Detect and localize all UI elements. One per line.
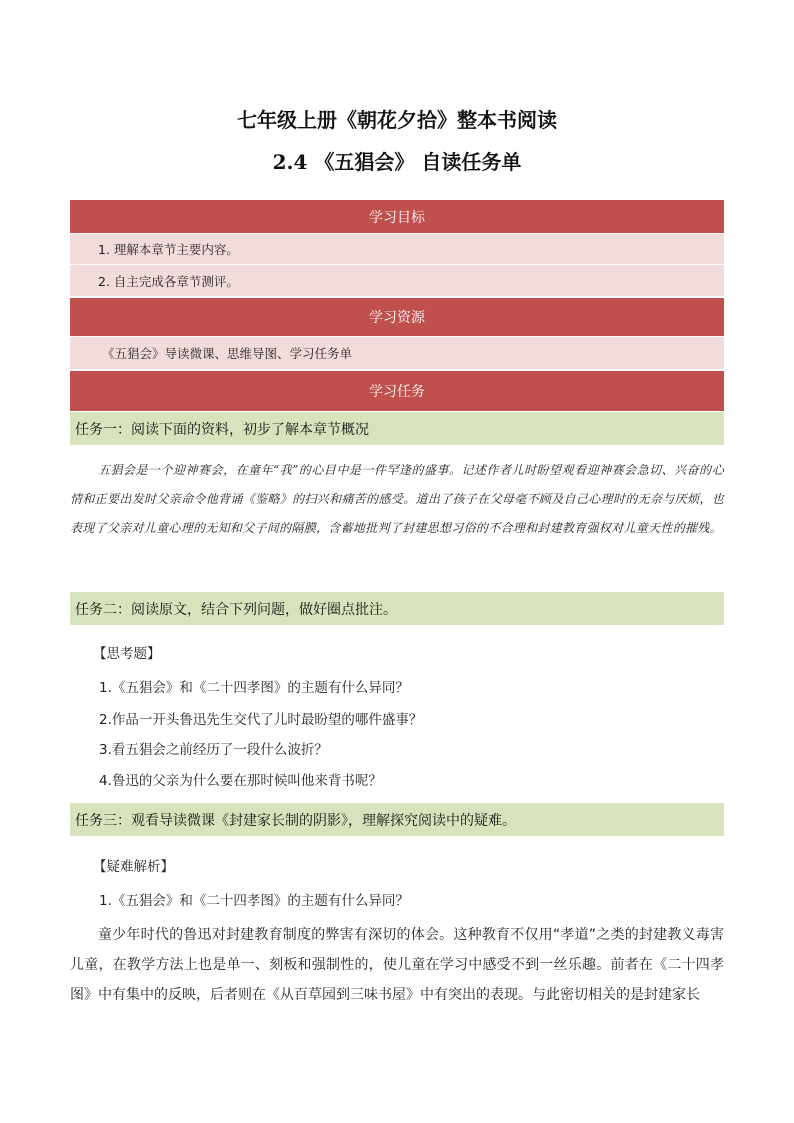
difficulty-question-1: 1.《五猖会》和《二十四孝图》的主题有什么异同？ [99,893,409,909]
task-2-label: 任务二：阅读原文，结合下列问题，做好圈点批注。 [70,592,724,625]
task-1-paragraph: 五猖会是一个迎神赛会，在童年“我”的心目中是一件罕逢的盛事。记述作者儿时盼望观看迎神赛会急切、兴奋的心情和正要出发时父亲命令他背诵《鉴略》的扫兴和痛苦的感受。道出了孩子在父母毫不顾及自己心理时的无奈与厌烦，也表现了父亲对儿童心理的无知和父子间的隔膜，含蓄地批判了封建思想习俗的不合理和封建教育强权对儿童天性的摧残。 [70,463,724,535]
think-question-1: 1.《五猖会》和《二十四孝图》的主题有什么异同？ [99,680,409,696]
document-subtitle: 2.4 《五猖会》 自读任务单 [272,150,522,174]
resources-text: 《五猖会》导读微课、思维导图、学习任务单 [70,337,724,369]
document-title: 七年级上册《朝花夕拾》整本书阅读 [237,108,557,132]
think-question-4: 4.鲁迅的父亲为什么要在那时候叫他来背书呢？ [99,773,382,789]
difficulty-answer-paragraph: 童少年时代的鲁迅对封建教育制度的弊害有深切的体会。这种教育不仅用“孝道”之类的封建教义毒害儿童，在教学方法上也是单一、刻板和强制性的，使儿童在学习中感受不到一丝乐趣。前者在《二十四孝图》中有集中的反映，后者则在《从百草园到三味书屋》中有突出的表现。与此密切相关的是封建家长 [70,927,724,1003]
goal-item-1: 1. 理解本章节主要内容。 [70,234,724,264]
goals-header: 学习目标 [70,200,724,233]
think-questions-heading: 【思考题】 [93,646,161,662]
resources-header: 学习资源 [70,298,724,336]
task-3-label: 任务三：观看导读微课《封建家长制的阴影》，理解探究阅读中的疑难。 [70,803,724,836]
difficulty-analysis-heading: 【疑难解析】 [93,859,174,875]
think-question-3: 3.看五猖会之前经历了一段什么波折？ [99,742,328,758]
goal-item-2: 2. 自主完成各章节测评。 [70,265,724,296]
tasks-header: 学习任务 [70,371,724,411]
think-question-2: 2.作品一开头鲁迅先生交代了儿时最盼望的哪件盛事？ [99,712,423,728]
task-1-label: 任务一：阅读下面的资料，初步了解本章节概况 [70,412,724,445]
